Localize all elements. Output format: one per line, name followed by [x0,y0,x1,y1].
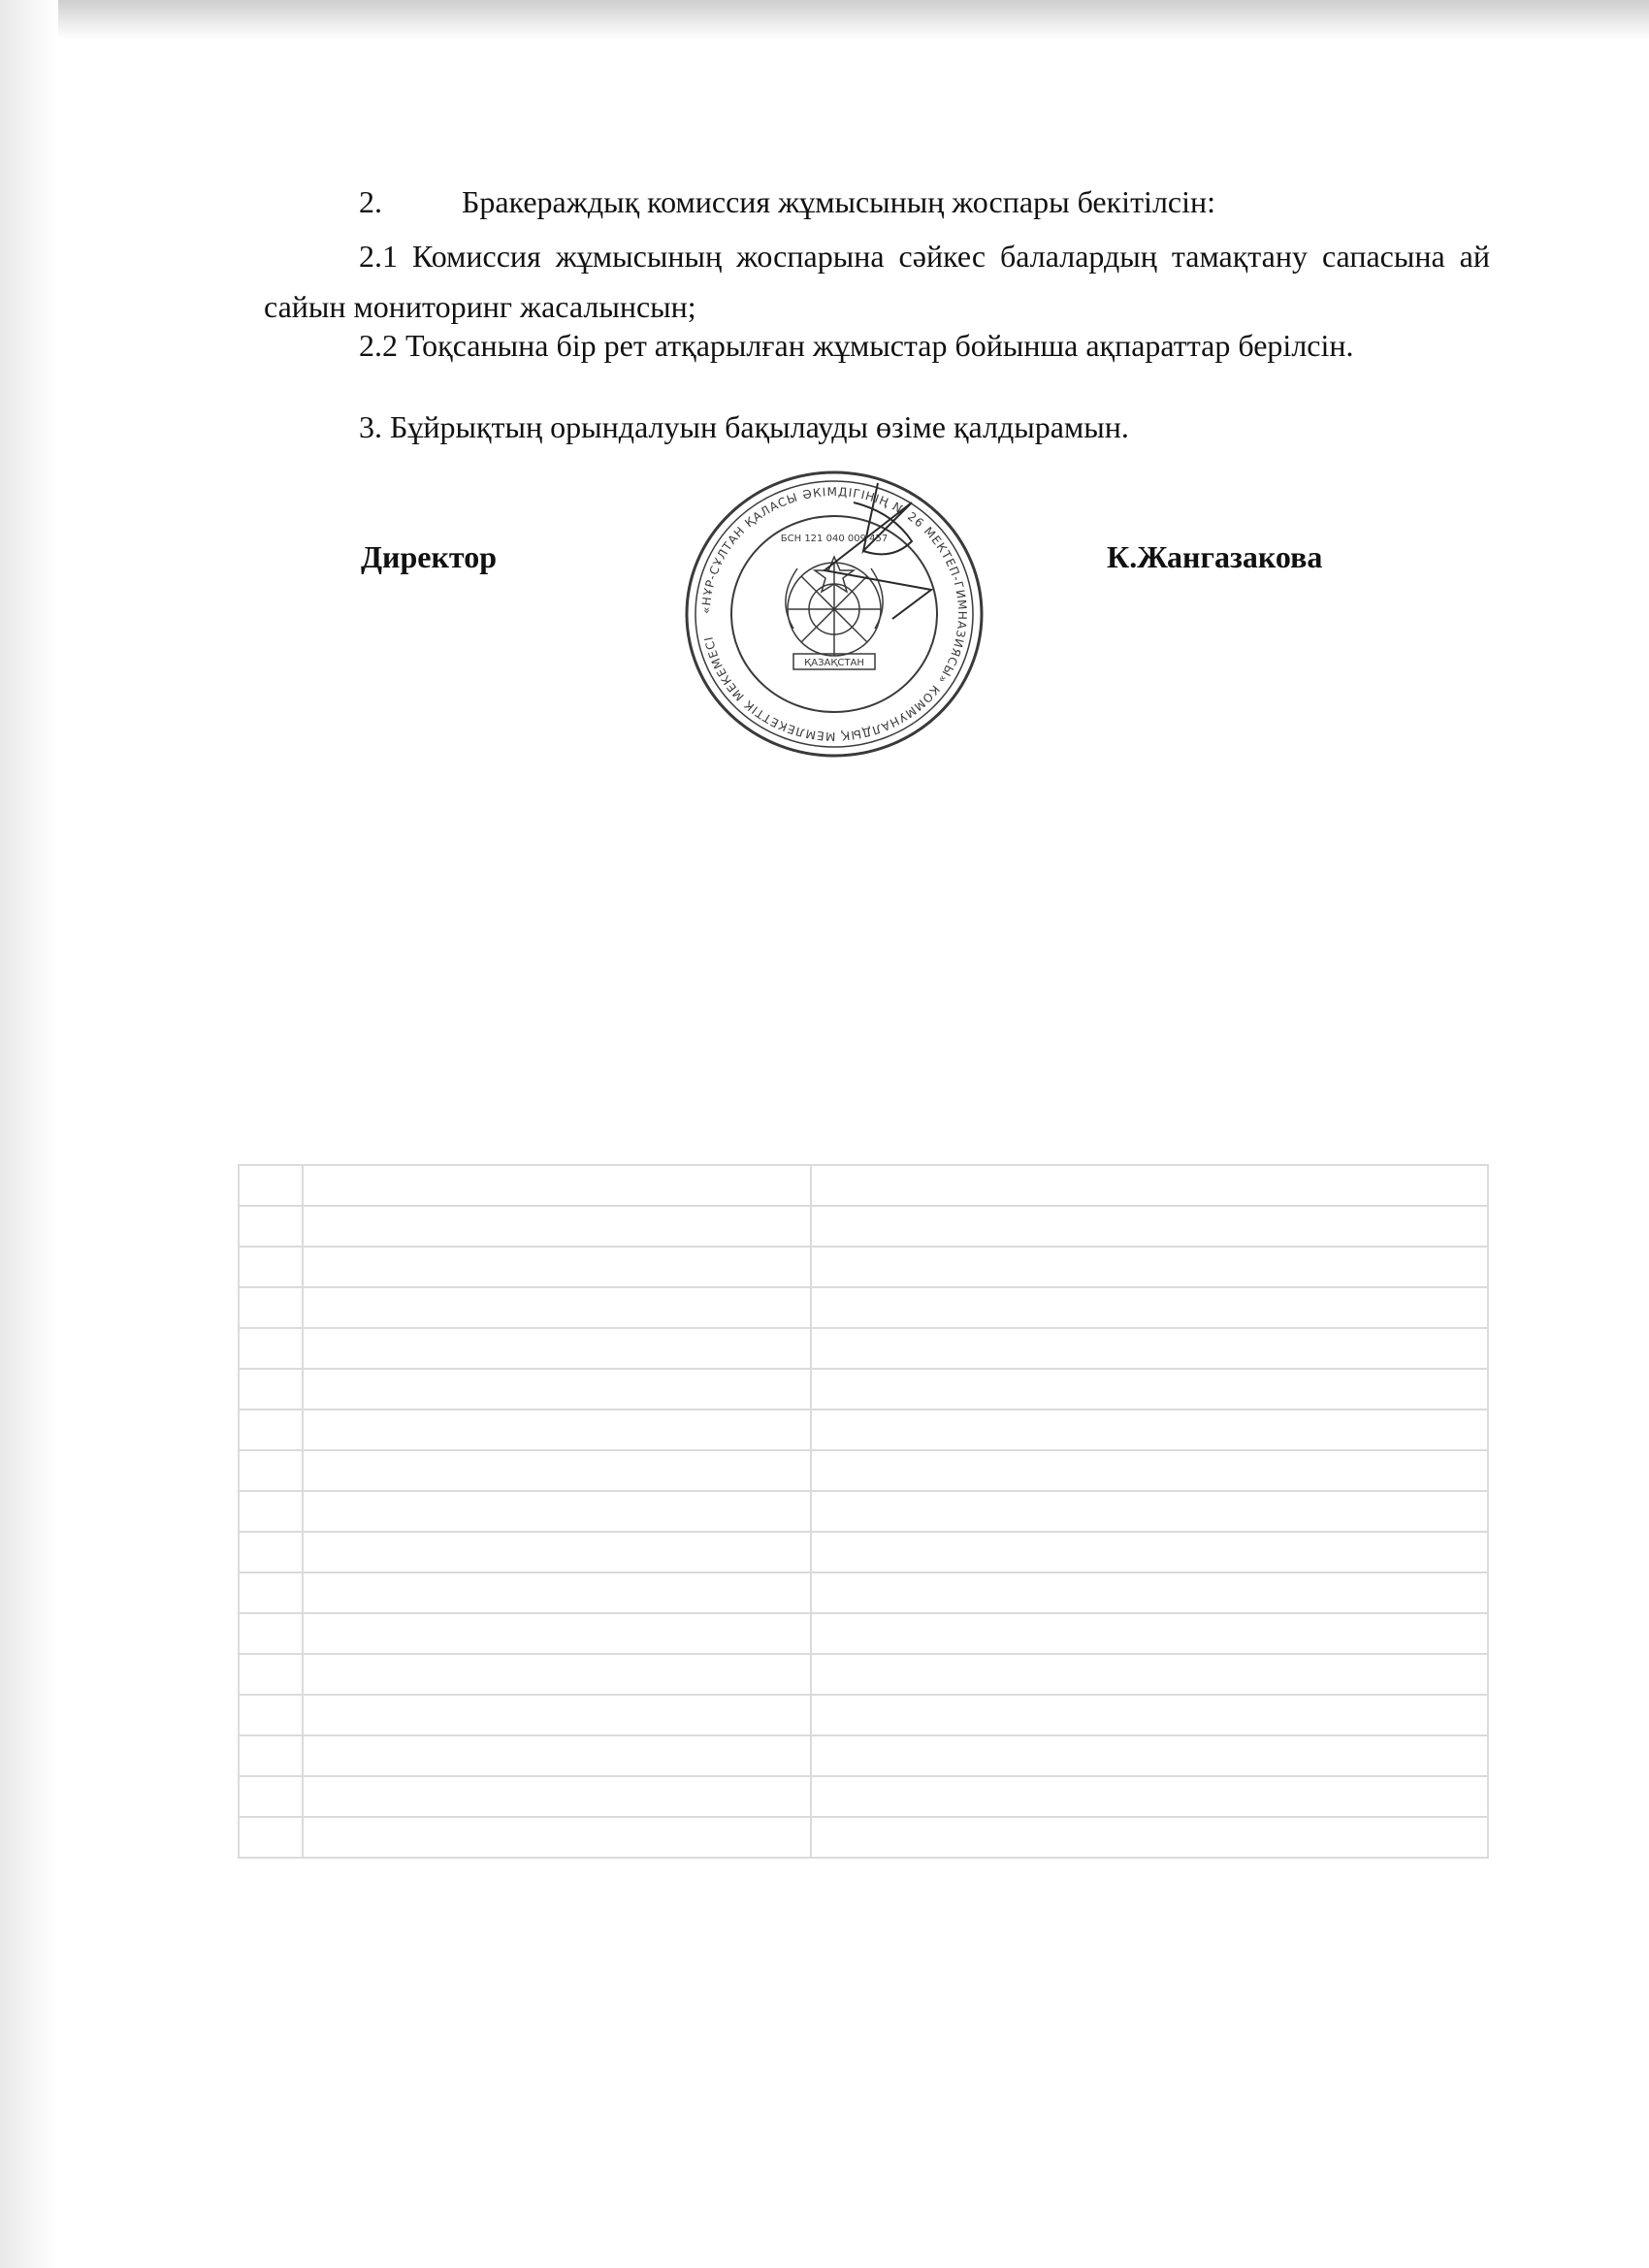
scan-shadow-left [0,0,58,2268]
seal-center-text: ҚАЗАҚСТАН [804,658,864,668]
official-seal [679,464,989,764]
item-3-number: 3. [359,409,382,444]
seal-outer-text: «НҰР-СҰЛТАН ҚАЛАСЫ ӘКІМДІГІНІҢ № 26 МЕКТЕП-ГИМНАЗИЯСЫ» КОММУНАЛДЫҚ МЕМЛЕКЕТТІК МЕКЕМЕСІ [698,484,970,744]
scan-shadow-top [0,0,1649,39]
signature-title: Директор [361,539,497,574]
bleed-through-table [238,1164,1489,1859]
item-2-2-text: Тоқсанына бір рет атқарылған жұмыстар бойынша ақпараттар берілсін. [405,328,1354,363]
item-2-2 [264,320,1490,371]
signature-name: К.Жангазакова [1107,539,1323,574]
item-2-text: Бракераждық комиссия жұмысының жоспары бекітілсін: [462,184,1216,219]
item-2-1-number: 2.1 [359,239,398,274]
seal-bin: БСН 121 040 009 457 [780,534,889,544]
item-2-2-number: 2.2 [359,328,398,363]
item-3-text: Бұйрықтың орындалуын бақылауды өзіме қалдырамын. [390,409,1129,444]
item-2-1-text: Комиссия жұмысының жоспарына сәйкес балалардың тамақтану сапасына ай сайын мониторинг жасалынсын; [264,239,1491,324]
item-3 [359,409,1129,445]
item-2-number: 2. [359,184,382,219]
item-2-1 [264,231,1490,332]
item-2 [359,184,1215,220]
